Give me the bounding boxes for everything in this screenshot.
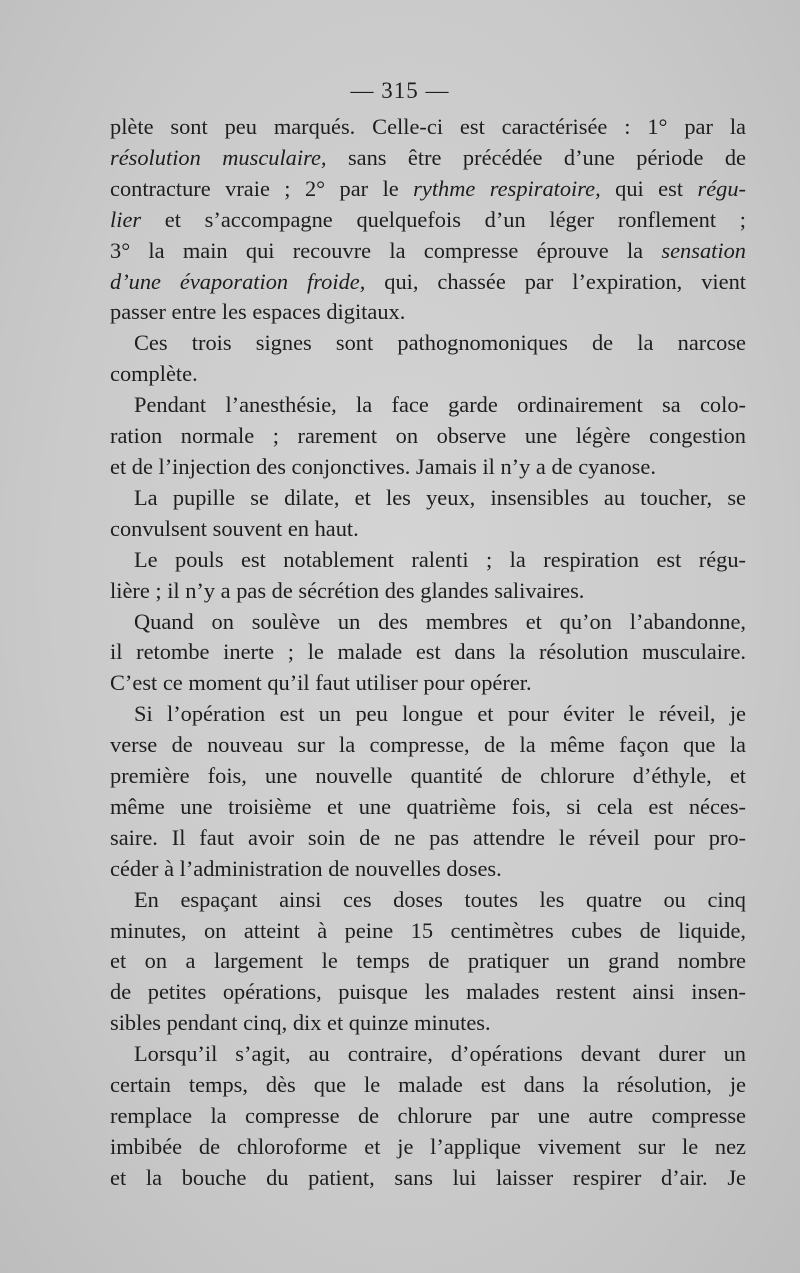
text-line: première fois, une nouvelle quantité de chlorure d’éthyle, et — [110, 763, 746, 789]
text-line: de petites opérations, puisque les malades restent ainsi insen- — [110, 979, 746, 1005]
text-line: minutes, on atteint à peine 15 centimètres cubes de liquide, — [110, 917, 746, 943]
text-line: La pupille se dilate, et les yeux, insensibles au toucher, se — [134, 484, 746, 510]
page-number: — 315 — — [350, 78, 450, 103]
text-line: verse de nouveau sur la compresse, de la même façon que la — [110, 732, 746, 758]
text-line: Si l’opération est un peu longue et pour éviter le réveil, je — [134, 701, 746, 727]
text-line: certain temps, dès que le malade est dans la résolution, je — [110, 1072, 746, 1098]
text-line: saire. Il faut avoir soin de ne pas attendre le réveil pour pro- — [110, 824, 746, 850]
text-line: C’est ce moment qu’il faut utiliser pour opérer. — [110, 670, 532, 696]
text-line: convulsent souvent en haut. — [110, 515, 359, 541]
text-line: plète sont peu marqués. Celle-ci est caractérisée : 1° par la — [110, 114, 746, 139]
text-line: Quand on soulève un des membres et qu’on l’abandonne, — [134, 608, 746, 634]
text-line: Lorsqu’il s’agit, au contraire, d’opérations devant durer un — [134, 1041, 746, 1067]
text-line: complète. — [110, 361, 198, 387]
text-line: En espaçant ainsi ces doses toutes les quatre ou cinq — [134, 886, 746, 912]
italic-phrase: résolution musculaire, — [110, 144, 327, 170]
text-line: d’une évaporation froide, qui, chassée par l’expiration, vient — [110, 268, 746, 294]
text-line: Ces trois signes sont pathognomoniques de la narcose — [134, 330, 746, 356]
text-line: ration normale ; rarement on observe une légère congestion — [110, 423, 746, 449]
text-line: contracture vraie ; 2° par le rythme respiratoire, qui est régu- — [110, 175, 746, 201]
text-line: céder à l’administration de nouvelles doses. — [110, 855, 502, 881]
text-line: Le pouls est notablement ralenti ; la respiration est régu- — [134, 546, 746, 572]
text-line: passer entre les espaces digitaux. — [110, 299, 406, 325]
text-line: sibles pendant cinq, dix et quinze minutes. — [110, 1010, 491, 1036]
text-line: imbibée de chloroforme et je l’applique vivement sur le nez — [110, 1133, 746, 1159]
text-line: lière ; il n’y a pas de sécrétion des glandes salivaires. — [110, 577, 585, 603]
text-line: même une troisième et une quatrième fois, si cela est néces- — [110, 793, 746, 819]
text-line: il retombe inerte ; le malade est dans la résolution musculaire. — [110, 639, 746, 665]
text-line: Pendant l’anesthésie, la face garde ordinairement sa colo- — [134, 392, 746, 418]
text-line: et la bouche du patient, sans lui laisser respirer d’air. Je — [110, 1164, 746, 1190]
text-line: lier et s’accompagne quelquefois d’un léger ronflement ; — [110, 206, 746, 232]
text-line — [110, 143, 746, 174]
body-text — [110, 112, 746, 1194]
line-rest: sans être précédée d’une période de — [326, 144, 746, 170]
text-line: et on a largement le temps de pratiquer un grand nombre — [110, 948, 746, 974]
text-line: et de l’injection des conjonctives. Jamais il n’y a de cyanose. — [110, 453, 656, 479]
text-line: 3° la main qui recouvre la compresse éprouve la sensation — [110, 237, 746, 263]
text-line: remplace la compresse de chlorure par une autre compresse — [110, 1103, 746, 1128]
